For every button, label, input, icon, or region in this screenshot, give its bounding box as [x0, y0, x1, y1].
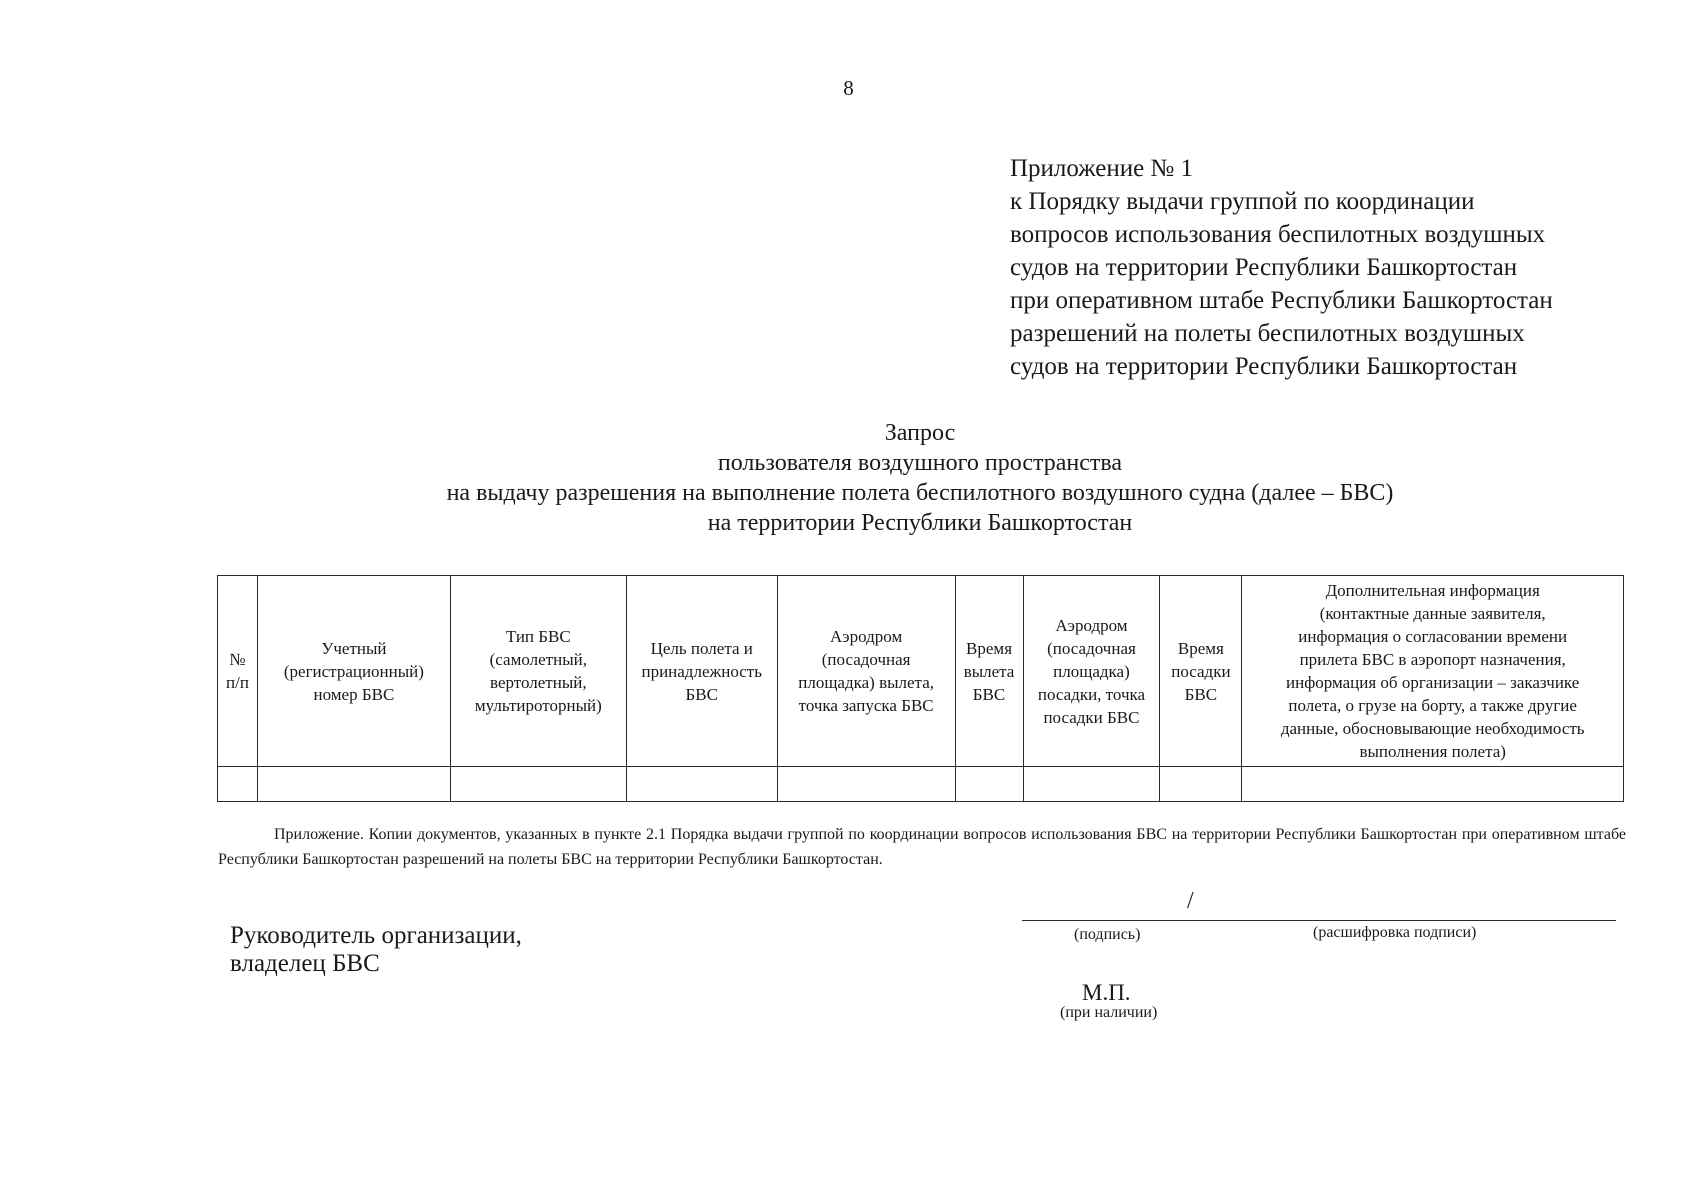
appendix-line: судов на территории Республики Башкортостан [1010, 254, 1518, 281]
column-header-departure-aerodrome: Аэродром (посадочная площадка) вылета, точка запуска БВС [777, 576, 955, 767]
signature-line [1022, 920, 1616, 921]
table-cell [626, 767, 777, 802]
column-header-landing-aerodrome: Аэродром (посадочная площадка) посадки, точка посадки БВС [1023, 576, 1160, 767]
column-header-number: № п/п [218, 576, 258, 767]
column-header-flight-purpose: Цель полета и принадлежность БВС [626, 576, 777, 767]
request-title [0, 418, 1697, 538]
column-header-registration-number: Учетный (регистрационный) номер БВС [257, 576, 450, 767]
appendix-line: Приложение № 1 [1010, 155, 1194, 182]
table-cell [450, 767, 626, 802]
table-header-row [218, 576, 1624, 767]
table-cell [1023, 767, 1160, 802]
table-cell [257, 767, 450, 802]
column-header-uav-type: Тип БВС (самолетный, вертолетный, мультироторный) [450, 576, 626, 767]
stamp-label: М.П. [1082, 980, 1131, 1005]
table-cell [777, 767, 955, 802]
appendix-line: судов на территории Республики Башкортостан [1010, 353, 1518, 380]
request-table [217, 575, 1624, 802]
appendix-line: разрешений на полеты беспилотных воздушных [1010, 320, 1525, 347]
appendix-line: к Порядку выдачи группой по координации [1010, 188, 1475, 215]
stamp-note: (при наличии) [1060, 1004, 1158, 1021]
table-cell [1242, 767, 1624, 802]
head-title-line: владелец БВС [230, 950, 380, 977]
head-title-line: Руководитель организации, [230, 922, 522, 949]
request-title-line: на выдачу разрешения на выполнение полета беспилотного воздушного судна (далее – БВС) [446, 480, 1394, 506]
signature-decoding-label: (расшифровка подписи) [1313, 924, 1477, 941]
column-header-landing-time: Время посадки БВС [1160, 576, 1242, 767]
table-cell [218, 767, 258, 802]
appendix-line: вопросов использования беспилотных воздушных [1010, 221, 1546, 248]
column-header-additional-info: Дополнительная информация (контактные данные заявителя, информация о согласовании времени прилета БВС в аэропорт назначения, информация об организации – заказчике полета, о грузе на борту, а также другие данные, обосновывающие необходимость выполнения полета) [1242, 576, 1624, 767]
table-row [218, 767, 1624, 802]
request-title-line: на территории Республики Башкортостан [707, 510, 1133, 536]
signature-label: (подпись) [1074, 926, 1141, 943]
attachment-note: Приложение. Копии документов, указанных в пункте 2.1 Порядка выдачи группой по координации вопросов использования БВС на территории Республики Башкортостан при оперативном штабе Республики Башкортостан разрешений на полеты БВС на территории Республики Башкортостан. [218, 826, 1626, 868]
head-of-organization [230, 922, 522, 978]
table-cell [1160, 767, 1242, 802]
appendix-line: при оперативном штабе Республики Башкортостан [1010, 287, 1553, 314]
signature-slash: / [1187, 888, 1194, 914]
request-title-line: пользователя воздушного пространства [717, 450, 1123, 476]
column-header-departure-time: Время вылета БВС [955, 576, 1023, 767]
table-cell [955, 767, 1023, 802]
appendix-header [1010, 152, 1670, 383]
page-number: 8 [843, 76, 854, 100]
request-title-line: Запрос [884, 420, 956, 446]
